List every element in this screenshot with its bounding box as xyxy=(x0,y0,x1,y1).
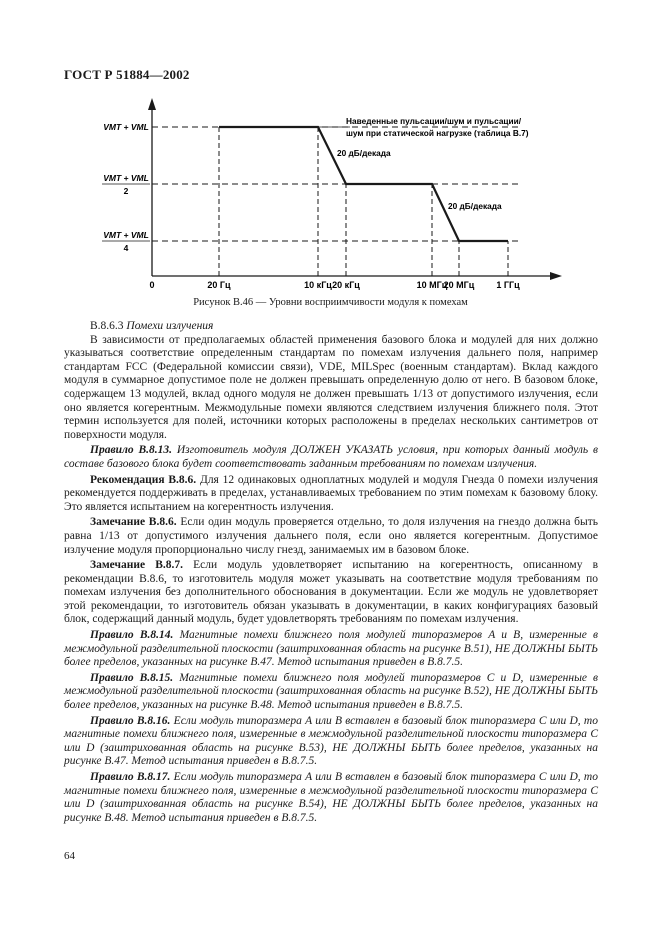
rule-b813-text: Изготовитель модуля ДОЛЖЕН УКАЗАТЬ условия, при которых данный модуль в составе базового блока будет соответствовать заданным требованиям по помехам излучения. xyxy=(64,444,598,470)
rule-b814-text: Магнитные помехи ближнего поля модулей типоразмеров A и B, измеренные в межмодульной разделительной плоскости (заштрихованная область на рисунке В.51), НЕ ДОЛЖНЫ БЫТЬ более пределов, указанных на рисунке В.47. Метод испытания приведен в В.8.7.5. xyxy=(64,629,598,669)
y-level-numerator-1: VMT + VML xyxy=(103,173,149,183)
y-level-numerator-2: VMT + VML xyxy=(103,230,149,240)
section-number: В.8.6.3 xyxy=(90,320,124,332)
slope1-label: 20 дБ/декада xyxy=(337,148,391,158)
rule-b815 xyxy=(64,672,598,713)
x-tick-label-5: 20 МГц xyxy=(443,280,475,290)
section-title: Помехи излучения xyxy=(126,320,214,332)
rule-b817-label: Правило В.8.17. xyxy=(90,771,171,783)
rule-b817 xyxy=(64,771,598,825)
note-b87-text: Если модуль удовлетворяет испытанию на когерентность, описанному в рекомендации В.8.6, то изготовитель модуля может указывать на соответствие модуля требованиям по помехам излучения без дополнительного обоснования в документации. Если же модуль не удовлетворяет этой рекомендации, то изготовитель обязан указывать в документации, в каких конфигурациях базовый блок, содержащий данный модуль, будет удовлетворять требованиям по помехам излучения. xyxy=(64,559,598,626)
y-level-label-1 xyxy=(102,173,150,196)
rule-b815-text: Магнитные помехи ближнего поля модулей типоразмеров C и D, измеренные в межмодульной разделительной плоскости (заштрихованная область на рисунке В.52), НЕ ДОЛЖНЫ БЫТЬ более пределов, указанных на рисунке В.48. Метод испытания приведен в В.8.7.5. xyxy=(64,671,598,712)
y-level-denominator-1: 2 xyxy=(123,186,129,196)
recommendation-b86 xyxy=(64,474,598,515)
rule-b817-text: Если модуль типоразмера A или B вставлен в базовый блок типоразмера C или D, то магнитные помехи ближнего поля, измеренные в межмодульной разделительной плоскости типоразмера C или D (заштрихованная область на рисунке В.54), НЕ ДОЛЖНЫ БЫТЬ более пределов, указанных на рисунке В.48. Метод испытания приведен в В.8.7.5. xyxy=(64,771,598,824)
rule-b816 xyxy=(64,715,598,769)
y-level-denominator-2: 4 xyxy=(123,243,129,253)
y-level-label-0 xyxy=(103,122,149,132)
slope2-label: 20 дБ/декада xyxy=(448,201,502,211)
x-tick-label-2: 10 кГц xyxy=(304,280,332,290)
note-b86 xyxy=(64,516,598,557)
x-tick-label-3: 20 кГц xyxy=(332,280,360,290)
rule-b816-text: Если модуль типоразмера A или B вставлен в базовый блок типоразмера C или D, то магнитные помехи ближнего поля, измеренные в межмодульной разделительной плоскости типоразмера C или D (заштрихованная область на рисунке В.53), НЕ ДОЛЖНЫ БЫТЬ более пределов, указанных на рисунке В.47. Метод испытания приведен в В.8.7.5. xyxy=(64,714,598,768)
x-tick-label-6: 1 ГГц xyxy=(496,280,520,290)
rule-b813-label: Правило В.8.13. xyxy=(90,444,173,457)
rule-b814 xyxy=(64,629,598,670)
annotation-main-line2: шум при статической нагрузке (таблица В.7) xyxy=(346,128,529,138)
note-b87-label: Замечание В.8.7. xyxy=(90,559,183,572)
rule-b813 xyxy=(64,444,598,471)
rule-b816-label: Правило В.8.16. xyxy=(90,714,171,727)
document-header: ГОСТ Р 51884—2002 xyxy=(64,67,190,82)
recommendation-b86-text: Для 12 одинаковых одноплатных модулей и модуля Гнезда 0 помехи излучения рекомендуется поддерживать в пределах, устанавливаемых требованием по этим помехам к базовому блоку. Это является испытанием на когерентность излучения. xyxy=(64,473,598,513)
figure-caption: Рисунок В.46 — Уровни восприимчивости модуля к помехам xyxy=(193,297,468,308)
y-level-numerator-0: VMT + VML xyxy=(103,122,149,132)
x-origin-label: 0 xyxy=(149,280,155,290)
y-axis-arrow xyxy=(148,98,156,110)
x-tick-label-1: 20 Гц xyxy=(207,280,231,290)
document-body xyxy=(64,318,598,825)
section-heading xyxy=(64,320,598,334)
recommendation-b86-label: Рекомендация В.8.6. xyxy=(90,473,197,486)
susceptibility-chart xyxy=(0,0,661,300)
x-axis-arrow xyxy=(550,272,562,280)
y-level-label-2 xyxy=(102,230,150,253)
note-b87 xyxy=(64,559,598,627)
annotation-main-line1: Наведенные пульсации/шум и пульсации/ xyxy=(346,116,522,126)
paragraph-intro: В зависимости от предполагаемых областей применения базового блока и модулей для них должно указываться соответствие определенным стандартам по помехам излучения дальнего поля, например стандартам FCC (Федеральной комиссии связи), VDE, MILSpec (военным стандартам). Вклад каждого модуля в суммарное допустимое поле не должен превышать определенную долю от него. В базовом блоке, содержащем 13 модулей, вклад одного модуля не должен превышать 1/13 от допустимого излучения, если оно является когерентным. Межмодульные помехи являются следствием излучения ближнего поля. Этот термин используется для полей, источники которых расположены в пределах нескольких сантиметров от поверхности модуля. xyxy=(64,333,598,441)
rule-b815-label: Правило В.8.15. xyxy=(90,671,174,684)
note-b86-text: Если один модуль проверяется отдельно, то доля излучения на гнездо должна быть равна 1/13 от допустимого излучения дальнего поля, если оно является когерентным. Допустимое излучение модуля пропорционально числу гнезд, занимаемых им в базовом блоке. xyxy=(64,516,599,556)
note-b86-label: Замечание В.8.6. xyxy=(90,516,177,529)
x-tick-label-4: 10 МГц xyxy=(416,280,448,290)
rule-b814-label: Правило В.8.14. xyxy=(90,629,174,642)
page-number: 64 xyxy=(64,850,75,862)
